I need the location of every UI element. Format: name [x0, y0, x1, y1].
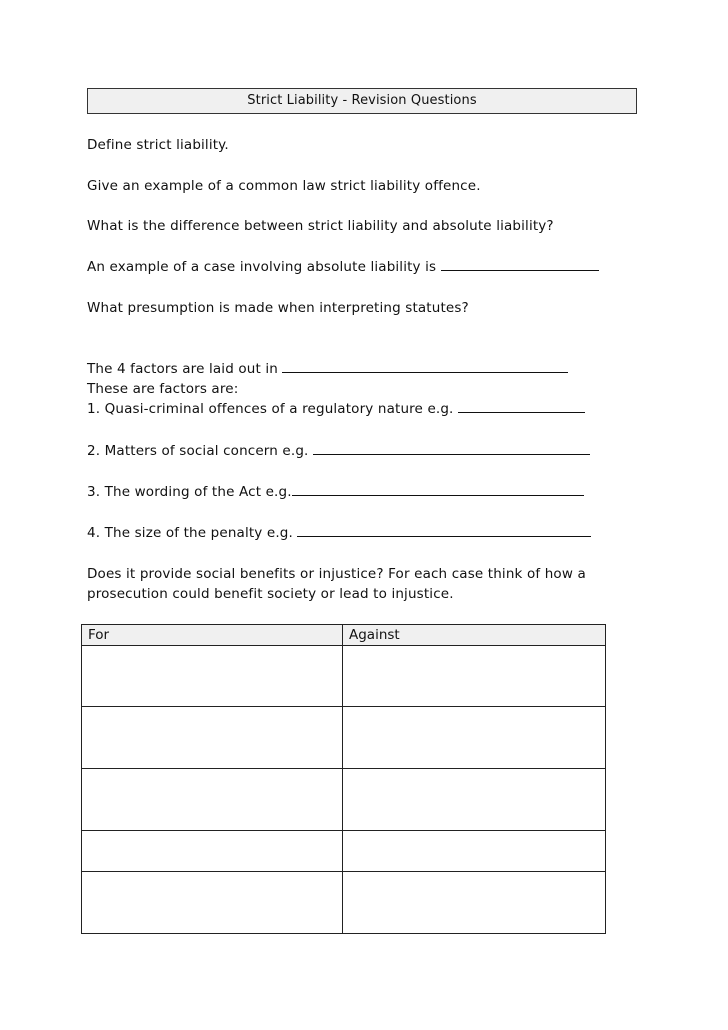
question-text: Give an example of a common law strict liability offence.	[87, 178, 481, 194]
table-header-row	[82, 625, 606, 646]
against-cell[interactable]	[343, 872, 606, 934]
page-title: Strict Liability - Revision Questions	[87, 88, 637, 114]
question-absolute-liability-case	[87, 259, 599, 275]
for-against-table	[81, 624, 606, 934]
for-cell[interactable]	[82, 769, 343, 831]
factor-3	[87, 484, 584, 500]
question-text: These are factors are:	[87, 381, 239, 397]
question-define	[87, 137, 229, 153]
question-presumption	[87, 300, 469, 316]
question-difference	[87, 218, 554, 234]
question-text: The 4 factors are laid out in	[87, 361, 278, 377]
table-row	[82, 707, 606, 769]
factor-text: 3. The wording of the Act e.g.	[87, 484, 292, 500]
against-cell[interactable]	[343, 707, 606, 769]
table-row	[82, 646, 606, 707]
question-text: What presumption is made when interpreting statutes?	[87, 300, 469, 316]
answer-blank[interactable]	[313, 444, 590, 455]
prompt-line-1	[87, 566, 586, 582]
against-cell[interactable]	[343, 769, 606, 831]
factor-2	[87, 443, 590, 459]
table-row	[82, 769, 606, 831]
table-row	[82, 831, 606, 872]
factor-text: 1. Quasi-criminal offences of a regulatory nature e.g.	[87, 401, 454, 417]
column-header-against: Against	[343, 625, 606, 646]
for-cell[interactable]	[82, 831, 343, 872]
question-text: Define strict liability.	[87, 137, 229, 153]
for-cell[interactable]	[82, 872, 343, 934]
prompt-text: prosecution could benefit society or lead to injustice.	[87, 586, 454, 602]
answer-blank[interactable]	[292, 485, 584, 496]
prompt-line-2	[87, 586, 454, 602]
against-cell[interactable]	[343, 831, 606, 872]
for-cell[interactable]	[82, 646, 343, 707]
factor-text: 4. The size of the penalty e.g.	[87, 525, 293, 541]
question-four-factors	[87, 361, 568, 377]
factor-4	[87, 525, 591, 541]
answer-blank[interactable]	[282, 362, 568, 373]
answer-blank[interactable]	[458, 402, 585, 413]
question-example-common-law	[87, 178, 481, 194]
factor-1	[87, 401, 585, 417]
factor-text: 2. Matters of social concern e.g.	[87, 443, 309, 459]
question-text: What is the difference between strict liability and absolute liability?	[87, 218, 554, 234]
column-header-for: For	[82, 625, 343, 646]
against-cell[interactable]	[343, 646, 606, 707]
answer-blank[interactable]	[441, 260, 599, 271]
question-text: An example of a case involving absolute liability is	[87, 259, 437, 275]
factors-intro	[87, 381, 238, 397]
prompt-text: Does it provide social benefits or injustice? For each case think of how a	[87, 566, 586, 582]
table-row	[82, 872, 606, 934]
answer-blank[interactable]	[297, 526, 591, 537]
for-cell[interactable]	[82, 707, 343, 769]
